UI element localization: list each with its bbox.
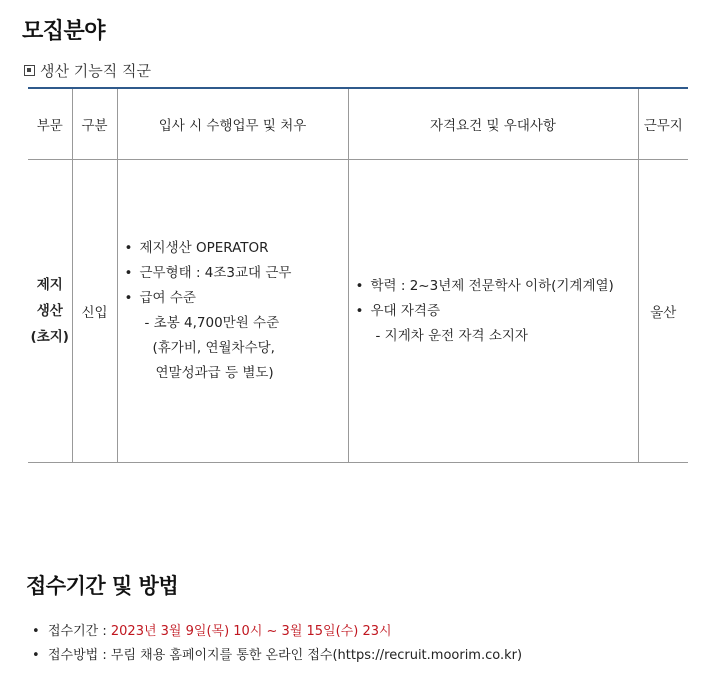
header-qualifications: 자격요건 및 우대사항 bbox=[348, 88, 638, 160]
application-info-list bbox=[30, 620, 522, 668]
qualifications-list bbox=[350, 274, 637, 349]
square-bullet-icon bbox=[24, 65, 35, 76]
list-item: • 제지생산 OPERATOR bbox=[125, 236, 347, 261]
cell-dept bbox=[28, 160, 72, 463]
section-title-application: 접수기간 및 방법 bbox=[26, 574, 179, 598]
header-duties: 입사 시 수행업무 및 처우 bbox=[117, 88, 348, 160]
cell-duties bbox=[117, 160, 348, 463]
period-label: 접수기간 : bbox=[48, 624, 111, 639]
list-item: • 학력 : 2~3년제 전문학사 이하(기계계열) bbox=[356, 274, 637, 299]
list-item: 연말성과급 등 별도) bbox=[155, 365, 274, 381]
dept-line: 제지 bbox=[36, 277, 63, 293]
list-item-method bbox=[30, 644, 522, 668]
header-location: 근무지 bbox=[638, 88, 688, 160]
table-header-row bbox=[28, 88, 688, 160]
dept-line: (초지) bbox=[30, 329, 69, 345]
list-item-period bbox=[30, 620, 522, 644]
list-item: • 근무형태 : 4조3교대 근무 bbox=[125, 261, 347, 286]
section-title-recruitment-field: 모집분야 bbox=[22, 19, 106, 44]
method-label: 접수방법 : bbox=[48, 648, 111, 663]
period-value: 2023년 3월 9일(목) 10시 ~ 3월 15일(수) 23시 bbox=[110, 624, 392, 639]
list-item: - 초봉 4,700만원 수준 bbox=[144, 315, 280, 331]
cell-type: 신입 bbox=[72, 160, 117, 463]
header-dept: 부문 bbox=[28, 88, 72, 160]
list-item: • 우대 자격증 bbox=[356, 299, 637, 324]
job-category bbox=[24, 60, 151, 81]
job-category-label: 생산 기능직 직군 bbox=[40, 62, 151, 80]
list-item: (휴가비, 연월차수당, bbox=[152, 340, 275, 356]
method-value: 무림 채용 홈페이지를 통한 온라인 접수(https://recruit.moorim.co.kr) bbox=[110, 648, 523, 663]
cell-qualifications bbox=[348, 160, 638, 463]
duties-list bbox=[119, 236, 347, 386]
list-item: - 지게차 운전 자격 소지자 bbox=[375, 327, 528, 344]
table-row bbox=[28, 160, 688, 463]
recruitment-table bbox=[28, 87, 688, 463]
dept-line: 생산 bbox=[36, 303, 63, 319]
header-type: 구분 bbox=[72, 88, 117, 160]
cell-location: 울산 bbox=[638, 160, 688, 463]
list-item: • 급여 수준 bbox=[125, 286, 347, 311]
